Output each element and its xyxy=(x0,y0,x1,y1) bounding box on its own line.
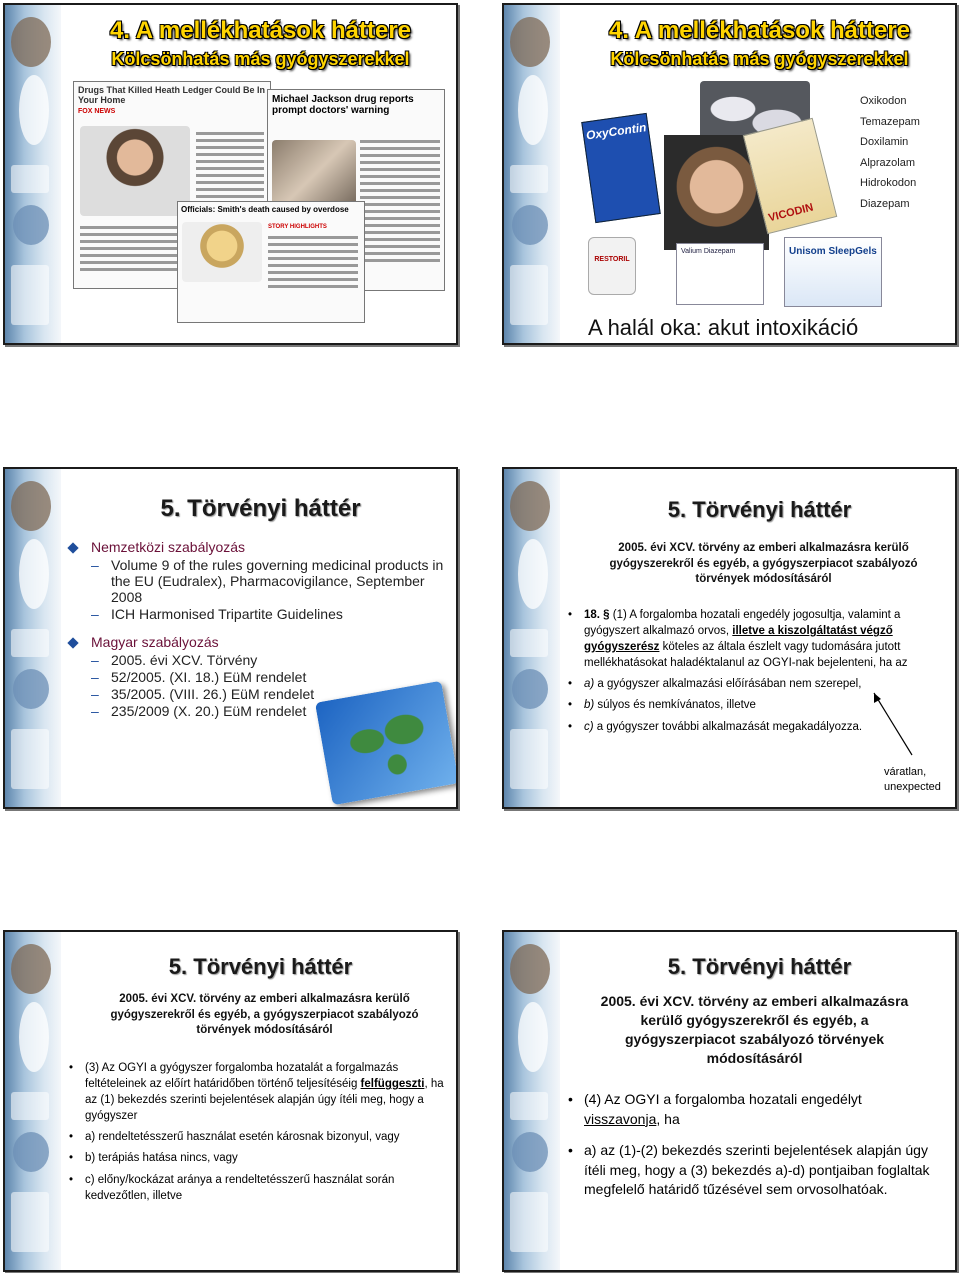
paragraph-list xyxy=(566,1090,936,1205)
list-item: • a) rendeltetésszerű használat esetén károsnak bizonyul, vagy xyxy=(67,1129,447,1145)
slide-3 xyxy=(3,467,458,809)
list-item: • b) súlyos és nemkívánatos, illetve xyxy=(566,697,946,713)
slide-title: 4. A mellékhatások háttere xyxy=(608,17,911,44)
news-article-smith xyxy=(177,201,365,323)
list-item: • c) a gyógyszer további alkalmazását megakadályozza. xyxy=(566,719,946,735)
list-item: • c) előny/kockázat aránya a rendeltetésszerű használat során kedvezőtlen, illetve xyxy=(67,1172,447,1204)
unisom-package: Unisom SleepGels xyxy=(784,237,882,307)
list-item: – 2005. évi XCV. Törvény xyxy=(91,652,453,668)
annotation-note: váratlan, unexpected xyxy=(884,766,941,793)
slide-4 xyxy=(502,467,957,809)
list-item: – ICH Harmonised Tripartite Guidelines xyxy=(91,606,453,622)
drug-name: Temazepam xyxy=(860,115,920,128)
decorative-side-strip xyxy=(504,5,560,343)
drug-name: Hidrokodon xyxy=(860,177,917,189)
slide-title: 5. Törvényi háttér xyxy=(667,497,852,522)
decorative-side-strip xyxy=(504,932,560,1270)
list-item: • (3) Az OGYI a gyógyszer forgalomba hozatalát a forgalmazás feltételeinek az előírt határidőben történő teljesítéséig felfüggeszti, ha az (1) bekezdés szerinti bejelentések alapján úgy ítéli meg, hogy a gyógyszer xyxy=(67,1060,447,1124)
list-item: • a) a gyógyszer alkalmazási előírásában nem szerepel, xyxy=(566,676,946,692)
slide-1 xyxy=(3,3,458,345)
list-item xyxy=(69,539,453,622)
article-headline: Drugs That Killed Heath Ledger Could Be In Your Home xyxy=(78,85,266,105)
list-item: – Volume 9 of the rules governing medicinal products in the EU (Eudralex), Pharmacovigilance, September 2008 xyxy=(91,557,453,605)
list-item: • a) az (1)-(2) bekezdés szerinti bejelentések alapján úgy ítéli meg, hogy a (3) bekezdés a)-d) pontjaiban foglaltak megfelelő határidő tűzésével sem orvosolhatóak. xyxy=(566,1141,936,1200)
slide-title: 5. Törvényi háttér xyxy=(667,954,852,979)
slide-title: 4. A mellékhatások háttere xyxy=(109,17,412,44)
law-title: 2005. évi XCV. törvény az emberi alkalmazásra kerülő gyógyszerekről és egyéb, a gyógyszerpiacot szabályozó törvények módosításáról xyxy=(609,542,918,586)
section-heading: Magyar szabályozás xyxy=(91,634,219,650)
article-source: FOX NEWS xyxy=(78,108,116,115)
decorative-side-strip xyxy=(5,5,61,343)
restoril-bottle: RESTORIL xyxy=(588,237,636,295)
world-map-puzzle-image xyxy=(315,681,458,806)
list-item: – 235/2009 (X. 20.) EüM rendelet xyxy=(91,703,453,719)
story-highlights-box: STORY HIGHLIGHTS xyxy=(268,224,327,230)
list-item: • b) terápiás hatása nincs, vagy xyxy=(67,1150,447,1166)
cause-of-death: A halál oka: akut intoxikáció xyxy=(588,315,859,340)
list-item: • 18. § (1) A forgalomba hozatali engedély jogosultja, valamint a gyógyszert alkalmazó orvos, illetve a kiszolgáltatást végző gyógyszerész köteles az általa észlelt vagy tudomására jutott mellékhatásokat haladéktalanul az OGYI-nak bejelenteni, ha az xyxy=(566,607,946,671)
drug-list xyxy=(860,91,920,214)
smith-photo xyxy=(182,222,262,282)
law-title: 2005. évi XCV. törvény az emberi alkalmazásra kerülő gyógyszerekről és egyéb, a gyógyszerpiacot szabályozó törvények módosításáról xyxy=(600,993,909,1066)
list-item: – 35/2005. (VIII. 26.) EüM rendelet xyxy=(91,686,453,702)
valium-package: Valium Diazepam xyxy=(676,243,764,305)
section-heading: Nemzetközi szabályozás xyxy=(91,539,246,555)
article-headline: Officials: Smith's death caused by overdose xyxy=(181,205,349,214)
drug-name: Diazepam xyxy=(860,197,910,210)
decorative-side-strip xyxy=(5,469,61,807)
list-item: – 52/2005. (XI. 18.) EüM rendelet xyxy=(91,669,453,685)
paragraph-list xyxy=(67,1060,447,1209)
slide-5 xyxy=(3,930,458,1272)
drug-name: Oxikodon xyxy=(860,95,907,107)
oxycontin-package: OxyContin xyxy=(581,113,661,223)
slide-subtitle: Kölcsönhatás más gyógyszerekkel xyxy=(111,49,410,69)
portrait-photo xyxy=(80,126,190,216)
slide-6 xyxy=(502,930,957,1272)
law-title: 2005. évi XCV. törvény az emberi alkalmazásra kerülő gyógyszerekről és egyéb, a gyógyszerpiacot szabályozó törvények módosításáról xyxy=(110,993,419,1037)
slide-title: 5. Törvényi háttér xyxy=(160,495,361,522)
drug-name: Doxilamin xyxy=(860,136,909,148)
slide-subtitle: Kölcsönhatás más gyógyszerekkel xyxy=(610,49,909,69)
list-item: • (4) Az OGYI a forgalomba hozatali engedélyt visszavonja, ha xyxy=(566,1090,936,1129)
drug-name: Alprazolam xyxy=(860,156,916,169)
crowd-photo xyxy=(272,140,356,210)
slide-title: 5. Törvényi háttér xyxy=(168,954,353,979)
slide-2 xyxy=(502,3,957,345)
annotation-arrow xyxy=(844,681,924,761)
vicodin-package: VICODIN xyxy=(743,118,838,234)
decorative-side-strip xyxy=(5,932,61,1270)
article-headline: Michael Jackson drug reports prompt doctors' warning xyxy=(272,94,414,116)
decorative-side-strip xyxy=(504,469,560,807)
